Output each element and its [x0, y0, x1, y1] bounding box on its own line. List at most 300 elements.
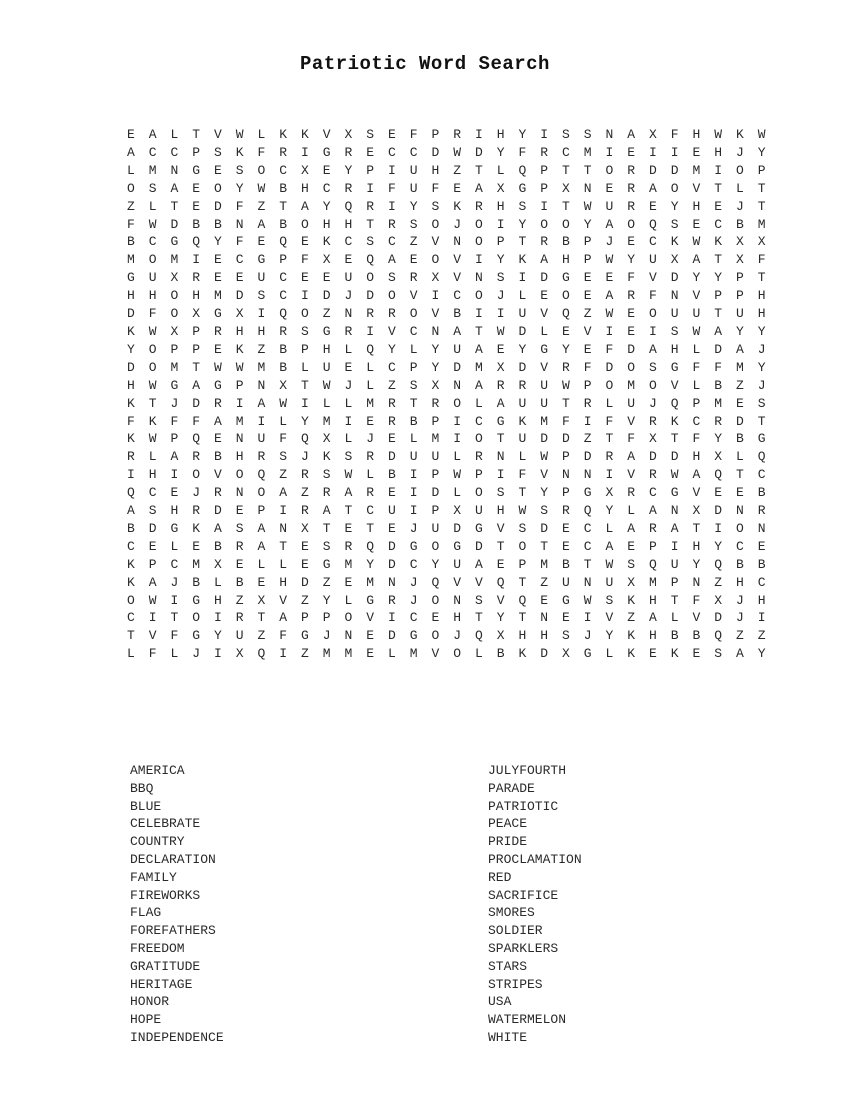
grid-letter: T — [540, 538, 549, 554]
grid-letter: E — [300, 538, 309, 554]
grid-letter: L — [279, 556, 288, 572]
grid-letter: R — [627, 288, 636, 304]
grid-letter: S — [235, 162, 244, 178]
grid-letter: C — [344, 234, 353, 250]
grid-letter: Y — [387, 341, 396, 357]
grid-letter: E — [627, 306, 636, 322]
grid-letter: P — [583, 234, 592, 250]
grid-letter: H — [757, 592, 766, 608]
grid-letter: F — [409, 127, 418, 142]
grid-letter: I — [300, 288, 309, 304]
grid-letter: G — [540, 341, 549, 357]
grid-letter: A — [474, 556, 483, 572]
word-list-item: STRIPES — [488, 976, 543, 992]
grid-letter: Y — [714, 538, 723, 554]
grid-letter: E — [213, 341, 222, 357]
grid-letter: X — [344, 127, 353, 142]
grid-letter: M — [170, 252, 179, 268]
grid-letter: S — [344, 449, 353, 465]
grid-letter: O — [192, 467, 201, 483]
grid-letter: F — [235, 198, 244, 214]
grid-letter: Q — [496, 574, 505, 590]
grid-letter: B — [279, 216, 288, 232]
grid-letter: U — [453, 556, 462, 572]
grid-letter: O — [431, 592, 440, 608]
grid-letter: G — [170, 520, 179, 536]
page-title: Patriotic Word Search — [300, 53, 550, 75]
grid-letter: E — [192, 198, 201, 214]
grid-letter: I — [540, 127, 549, 142]
grid-letter: B — [735, 431, 744, 447]
grid-letter: J — [735, 610, 744, 626]
grid-letter: E — [387, 485, 396, 501]
grid-letter: H — [431, 162, 440, 178]
grid-letter: P — [170, 431, 179, 447]
grid-letter: V — [409, 288, 418, 304]
word-list-item: HOPE — [130, 1012, 162, 1028]
grid-letter: J — [366, 431, 375, 447]
grid-letter: P — [322, 610, 331, 626]
grid-letter: X — [757, 234, 766, 250]
grid-letter: E — [213, 270, 222, 286]
grid-letter: T — [170, 198, 179, 214]
grid-letter: M — [170, 359, 179, 375]
grid-letter: T — [670, 431, 679, 447]
grid-letter: C — [561, 144, 570, 160]
grid-letter: B — [496, 646, 505, 662]
grid-letter: J — [496, 288, 505, 304]
grid-letter: O — [344, 610, 353, 626]
grid-letter: F — [670, 127, 679, 142]
grid-letter: C — [126, 610, 135, 626]
grid-letter: N — [540, 610, 549, 626]
grid-letter: V — [431, 234, 440, 250]
grid-letter: E — [235, 556, 244, 572]
grid-letter: Q — [648, 216, 657, 232]
grid-letter: Z — [322, 306, 331, 322]
grid-letter: E — [213, 252, 222, 268]
grid-letter: H — [757, 306, 766, 322]
grid-letter: X — [648, 127, 657, 142]
grid-letter: R — [344, 538, 353, 554]
grid-letter: U — [409, 162, 418, 178]
grid-letter: A — [692, 252, 701, 268]
grid-letter: W — [344, 467, 353, 483]
grid-letter: A — [344, 485, 353, 501]
grid-letter: P — [431, 467, 440, 483]
grid-letter: A — [605, 216, 614, 232]
grid-letter: I — [344, 413, 353, 429]
grid-letter: H — [453, 610, 462, 626]
grid-letter: E — [344, 520, 353, 536]
grid-letter: G — [366, 592, 375, 608]
grid-letter: R — [213, 395, 222, 411]
grid-letter: T — [322, 520, 331, 536]
grid-letter: K — [518, 646, 527, 662]
grid-letter: O — [453, 646, 462, 662]
grid-letter: D — [322, 288, 331, 304]
grid-letter: J — [409, 592, 418, 608]
grid-letter: K — [518, 252, 527, 268]
grid-letter: L — [344, 341, 353, 357]
grid-row — [120, 198, 773, 216]
grid-letter: N — [561, 467, 570, 483]
grid-letter: I — [496, 467, 505, 483]
grid-letter: N — [453, 592, 462, 608]
grid-letter: R — [344, 180, 353, 196]
grid-letter: E — [605, 180, 614, 196]
grid-letter: D — [583, 449, 592, 465]
grid-letter: O — [148, 252, 157, 268]
grid-letter: L — [453, 485, 462, 501]
grid-letter: F — [583, 359, 592, 375]
grid-letter: I — [409, 467, 418, 483]
grid-letter: J — [605, 234, 614, 250]
grid-letter: W — [148, 592, 157, 608]
grid-letter: J — [322, 628, 331, 644]
grid-letter: W — [692, 323, 701, 339]
grid-letter: Y — [213, 234, 222, 250]
grid-row — [120, 359, 773, 377]
grid-letter: V — [453, 574, 462, 590]
grid-letter: B — [213, 216, 222, 232]
grid-letter: G — [409, 628, 418, 644]
word-list-item: USA — [488, 994, 512, 1010]
grid-letter: D — [714, 341, 723, 357]
grid-letter: C — [692, 413, 701, 429]
grid-letter: K — [126, 431, 135, 447]
word-list-item: SOLDIER — [488, 923, 543, 939]
grid-letter: I — [605, 323, 614, 339]
word-list-item: PROCLAMATION — [488, 851, 582, 867]
grid-letter: E — [366, 413, 375, 429]
grid-letter: B — [192, 574, 201, 590]
grid-letter: Q — [366, 252, 375, 268]
grid-letter: B — [126, 234, 135, 250]
grid-letter: M — [126, 252, 135, 268]
grid-letter: U — [692, 306, 701, 322]
grid-letter: Q — [714, 556, 723, 572]
grid-letter: M — [344, 646, 353, 662]
grid-letter: A — [192, 377, 201, 393]
grid-letter: F — [279, 431, 288, 447]
grid-letter: B — [279, 341, 288, 357]
grid-letter: Y — [344, 162, 353, 178]
grid-letter: O — [561, 216, 570, 232]
grid-letter: D — [648, 449, 657, 465]
grid-letter: D — [670, 449, 679, 465]
grid-letter: H — [692, 449, 701, 465]
grid-letter: R — [366, 198, 375, 214]
grid-letter: Y — [518, 216, 527, 232]
grid-letter: H — [148, 288, 157, 304]
grid-letter: I — [387, 198, 396, 214]
grid-letter: R — [192, 270, 201, 286]
grid-letter: O — [474, 216, 483, 232]
grid-letter: L — [126, 162, 135, 178]
grid-letter: Z — [257, 198, 266, 214]
grid-letter: Q — [431, 574, 440, 590]
grid-letter: F — [235, 234, 244, 250]
grid-letter: I — [670, 144, 679, 160]
word-list-item: PRIDE — [488, 834, 528, 850]
grid-letter: L — [344, 592, 353, 608]
grid-letter: Q — [366, 341, 375, 357]
grid-letter: R — [366, 306, 375, 322]
grid-letter: A — [387, 252, 396, 268]
grid-letter: I — [431, 288, 440, 304]
grid-letter: P — [714, 288, 723, 304]
grid-letter: A — [605, 538, 614, 554]
grid-letter: P — [540, 180, 549, 196]
grid-letter: O — [627, 359, 636, 375]
grid-letter: R — [126, 449, 135, 465]
grid-letter: G — [126, 270, 135, 286]
grid-letter: C — [714, 216, 723, 232]
grid-letter: L — [344, 431, 353, 447]
grid-letter: I — [366, 323, 375, 339]
grid-letter: R — [540, 234, 549, 250]
grid-letter: E — [540, 288, 549, 304]
grid-letter: R — [757, 503, 766, 519]
grid-letter: V — [692, 485, 701, 501]
grid-letter: Y — [126, 341, 135, 357]
grid-letter: A — [670, 520, 679, 536]
grid-letter: P — [561, 449, 570, 465]
grid-letter: G — [757, 431, 766, 447]
grid-letter: W — [148, 216, 157, 232]
grid-letter: T — [714, 306, 723, 322]
grid-letter: M — [692, 162, 701, 178]
grid-letter: H — [692, 538, 701, 554]
grid-letter: M — [366, 395, 375, 411]
grid-letter: G — [170, 377, 179, 393]
grid-letter: D — [213, 503, 222, 519]
grid-letter: E — [257, 574, 266, 590]
grid-letter: L — [518, 288, 527, 304]
grid-letter: T — [474, 610, 483, 626]
grid-letter: R — [627, 180, 636, 196]
grid-letter: H — [496, 198, 505, 214]
grid-letter: G — [561, 270, 570, 286]
grid-letter: O — [453, 395, 462, 411]
grid-letter: M — [627, 377, 636, 393]
grid-letter: H — [344, 216, 353, 232]
grid-letter: Q — [583, 503, 592, 519]
grid-row — [120, 180, 773, 198]
grid-letter: D — [300, 574, 309, 590]
grid-letter: I — [387, 610, 396, 626]
grid-letter: D — [735, 413, 744, 429]
grid-letter: V — [648, 270, 657, 286]
grid-letter: R — [387, 413, 396, 429]
grid-letter: A — [257, 216, 266, 232]
grid-letter: J — [344, 377, 353, 393]
grid-letter: H — [692, 127, 701, 142]
grid-letter: E — [627, 234, 636, 250]
grid-letter: E — [561, 323, 570, 339]
grid-letter: Q — [670, 395, 679, 411]
grid-letter: I — [453, 431, 462, 447]
grid-letter: M — [322, 646, 331, 662]
grid-letter: Q — [257, 646, 266, 662]
grid-letter: H — [561, 252, 570, 268]
grid-letter: A — [735, 341, 744, 357]
grid-letter: I — [474, 127, 483, 142]
grid-letter: D — [235, 288, 244, 304]
word-list-item: RED — [488, 869, 512, 885]
grid-letter: Z — [257, 341, 266, 357]
word-list-item: SMORES — [488, 905, 535, 921]
grid-letter: E — [714, 485, 723, 501]
grid-letter: W — [714, 127, 723, 142]
grid-letter: G — [518, 180, 527, 196]
grid-letter: N — [670, 503, 679, 519]
grid-letter: R — [561, 359, 570, 375]
grid-letter: P — [192, 341, 201, 357]
grid-letter: W — [583, 592, 592, 608]
grid-letter: R — [322, 485, 331, 501]
grid-letter: O — [474, 288, 483, 304]
grid-letter: W — [257, 180, 266, 196]
grid-letter: X — [714, 449, 723, 465]
grid-letter: T — [757, 198, 766, 214]
grid-row — [120, 233, 773, 251]
grid-letter: J — [757, 341, 766, 357]
grid-letter: M — [757, 216, 766, 232]
grid-letter: I — [213, 646, 222, 662]
grid-letter: C — [648, 485, 657, 501]
grid-letter: G — [474, 520, 483, 536]
grid-letter: H — [213, 592, 222, 608]
grid-letter: O — [474, 485, 483, 501]
grid-letter: E — [366, 144, 375, 160]
grid-letter: E — [192, 538, 201, 554]
grid-letter: T — [757, 413, 766, 429]
grid-letter: I — [605, 467, 614, 483]
grid-row — [120, 162, 773, 180]
grid-letter: I — [583, 610, 592, 626]
grid-letter: P — [300, 341, 309, 357]
grid-letter: C — [235, 252, 244, 268]
grid-letter: P — [300, 610, 309, 626]
grid-letter: P — [431, 503, 440, 519]
grid-letter: E — [235, 270, 244, 286]
grid-letter: P — [561, 485, 570, 501]
word-list-item: SACRIFICE — [488, 887, 559, 903]
grid-letter: Y — [757, 144, 766, 160]
grid-letter: C — [409, 556, 418, 572]
grid-row — [120, 484, 773, 502]
grid-letter: S — [670, 216, 679, 232]
grid-letter: P — [235, 377, 244, 393]
grid-letter: M — [714, 395, 723, 411]
grid-letter: T — [496, 431, 505, 447]
grid-letter: T — [583, 162, 592, 178]
grid-letter: J — [735, 198, 744, 214]
grid-letter: E — [213, 431, 222, 447]
grid-letter: S — [387, 270, 396, 286]
grid-letter: H — [648, 592, 657, 608]
word-list-item: FREEDOM — [130, 940, 185, 956]
grid-letter: T — [518, 574, 527, 590]
grid-letter: Q — [192, 431, 201, 447]
grid-letter: Y — [583, 216, 592, 232]
grid-letter: J — [409, 574, 418, 590]
grid-letter: Y — [670, 198, 679, 214]
grid-letter: L — [257, 556, 266, 572]
grid-letter: K — [518, 413, 527, 429]
grid-letter: O — [235, 467, 244, 483]
grid-letter: A — [627, 520, 636, 536]
grid-letter: E — [648, 198, 657, 214]
grid-letter: A — [257, 538, 266, 554]
grid-letter: X — [300, 520, 309, 536]
grid-letter: P — [279, 252, 288, 268]
grid-letter: I — [474, 252, 483, 268]
grid-letter: R — [279, 323, 288, 339]
grid-letter: D — [192, 395, 201, 411]
grid-letter: X — [235, 646, 244, 662]
grid-letter: R — [540, 144, 549, 160]
grid-letter: T — [148, 395, 157, 411]
grid-letter: L — [170, 127, 179, 142]
grid-letter: S — [605, 592, 614, 608]
grid-letter: I — [300, 395, 309, 411]
grid-letter: K — [300, 127, 309, 142]
grid-letter: U — [474, 503, 483, 519]
grid-letter: M — [366, 574, 375, 590]
grid-letter: W — [496, 323, 505, 339]
grid-letter: X — [300, 162, 309, 178]
grid-letter: R — [714, 413, 723, 429]
grid-letter: Z — [126, 198, 135, 214]
grid-letter: Q — [366, 538, 375, 554]
grid-letter: M — [257, 359, 266, 375]
grid-row — [120, 413, 773, 431]
grid-letter: F — [518, 144, 527, 160]
grid-letter: W — [453, 144, 462, 160]
grid-letter: K — [670, 646, 679, 662]
grid-letter: Y — [518, 341, 527, 357]
grid-letter: I — [387, 162, 396, 178]
grid-row — [120, 216, 773, 234]
grid-letter: H — [518, 628, 527, 644]
grid-letter: U — [431, 520, 440, 536]
grid-letter: V — [322, 127, 331, 142]
grid-letter: I — [257, 306, 266, 322]
grid-row — [120, 592, 773, 610]
grid-letter: H — [648, 628, 657, 644]
grid-letter: D — [540, 270, 549, 286]
grid-letter: R — [474, 198, 483, 214]
word-list-item: FOREFATHERS — [130, 923, 216, 939]
grid-letter: K — [126, 574, 135, 590]
grid-letter: I — [648, 144, 657, 160]
grid-letter: A — [648, 503, 657, 519]
grid-letter: Y — [300, 413, 309, 429]
grid-letter: L — [605, 646, 614, 662]
grid-letter: C — [387, 359, 396, 375]
grid-letter: O — [670, 180, 679, 196]
grid-letter: O — [474, 234, 483, 250]
grid-letter: F — [148, 306, 157, 322]
grid-letter: E — [257, 234, 266, 250]
grid-letter: A — [322, 503, 331, 519]
grid-letter: C — [366, 503, 375, 519]
grid-letter: L — [213, 574, 222, 590]
grid-letter: N — [453, 377, 462, 393]
